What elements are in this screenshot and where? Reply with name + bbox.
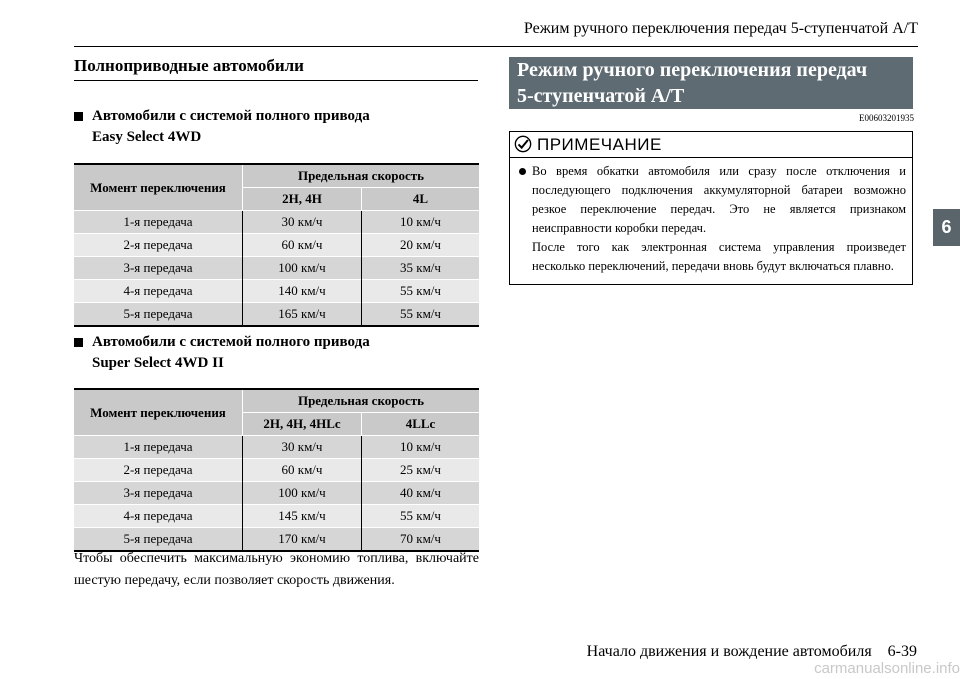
footer-text: Начало движения и вождение автомобиля <box>586 643 872 660</box>
speed-cell: 30 км/ч <box>243 436 362 459</box>
note-text-2: После того как электронная система управления произведет несколько переключений, передачи вновь будут включаться плавно. <box>532 240 906 273</box>
heading-line-1: Автомобили с системой полного привода <box>92 334 370 350</box>
table-row <box>74 234 479 257</box>
manual-mode-title <box>509 57 913 109</box>
gear-cell: 3-я передача <box>74 257 243 280</box>
table-row <box>74 211 479 234</box>
header-divider <box>74 46 918 47</box>
title-line-2: 5-ступенчатой A/T <box>517 85 685 107</box>
watermark: carmanualsonline.info <box>814 660 960 677</box>
speed-cell: 55 км/ч <box>362 505 480 528</box>
fuel-economy-paragraph: Чтобы обеспечить максимальную экономию топлива, включайте шестую передачу, если позволяет скорость движения. <box>74 551 479 588</box>
gear-cell: 2-я передача <box>74 234 243 257</box>
gear-cell: 5-я передача <box>74 528 243 552</box>
speed-table-super-select <box>74 388 479 552</box>
speed-cell: 25 км/ч <box>362 459 480 482</box>
table-row <box>74 482 479 505</box>
col-sub-1: 2H, 4H <box>243 188 362 211</box>
speed-cell: 55 км/ч <box>362 303 480 327</box>
page-footer <box>587 643 917 661</box>
speed-cell: 170 км/ч <box>243 528 362 552</box>
speed-cell: 140 км/ч <box>243 280 362 303</box>
speed-cell: 60 км/ч <box>243 459 362 482</box>
col-speed-limit: Предельная скорость <box>243 389 480 413</box>
col-shift-moment: Момент переключения <box>74 389 243 436</box>
speed-cell: 20 км/ч <box>362 234 480 257</box>
speed-cell: 165 км/ч <box>243 303 362 327</box>
speed-cell: 10 км/ч <box>362 211 480 234</box>
super-select-heading <box>74 332 478 374</box>
gear-cell: 1-я передача <box>74 211 243 234</box>
chapter-tab: 6 <box>933 209 960 246</box>
gear-cell: 3-я передача <box>74 482 243 505</box>
col-sub-2: 4L <box>362 188 480 211</box>
heading-line-2: Easy Select 4WD <box>92 129 202 145</box>
running-header: Режим ручного переключения передач 5-ступенчатой A/T <box>523 20 918 37</box>
gear-cell: 4-я передача <box>74 505 243 528</box>
check-note-icon <box>514 135 532 153</box>
col-sub-2: 4LLc <box>362 413 480 436</box>
speed-cell: 100 км/ч <box>243 482 362 505</box>
bullet-dot-icon <box>519 168 526 175</box>
speed-cell: 60 км/ч <box>243 234 362 257</box>
col-shift-moment: Момент переключения <box>74 164 243 211</box>
speed-cell: 145 км/ч <box>243 505 362 528</box>
square-bullet-icon <box>74 112 83 121</box>
speed-cell: 30 км/ч <box>243 211 362 234</box>
title-line-1: Режим ручного переключения передач <box>517 59 868 81</box>
speed-cell: 40 км/ч <box>362 482 480 505</box>
document-code: E00603201935 <box>859 113 914 123</box>
heading-line-2: Super Select 4WD II <box>92 355 224 371</box>
speed-cell: 55 км/ч <box>362 280 480 303</box>
col-sub-1: 2H, 4H, 4HLc <box>243 413 362 436</box>
table-row <box>74 505 479 528</box>
speed-cell: 100 км/ч <box>243 257 362 280</box>
section-title: Полноприводные автомобили <box>74 56 478 81</box>
note-label: ПРИМЕЧАНИЕ <box>537 135 662 154</box>
speed-table-easy-select <box>74 163 479 327</box>
col-speed-limit: Предельная скорость <box>243 164 480 188</box>
gear-cell: 5-я передача <box>74 303 243 327</box>
table-row <box>74 436 479 459</box>
page-number: 6-39 <box>887 643 917 660</box>
note-header <box>510 132 912 158</box>
table-row <box>74 459 479 482</box>
gear-cell: 2-я передача <box>74 459 243 482</box>
gear-cell: 1-я передача <box>74 436 243 459</box>
heading-line-1: Автомобили с системой полного привода <box>92 108 370 124</box>
square-bullet-icon <box>74 338 83 347</box>
easy-select-heading <box>74 106 478 148</box>
table-row <box>74 280 479 303</box>
note-box <box>509 131 913 285</box>
speed-cell: 70 км/ч <box>362 528 480 552</box>
note-body <box>510 158 912 284</box>
speed-cell: 35 км/ч <box>362 257 480 280</box>
gear-cell: 4-я передача <box>74 280 243 303</box>
note-text-1: Во время обкатки автомобиля или сразу после отключения и последующего подключения аккумуляторной батареи возможно резкое переключение передач. Это не является признаком неисправности коробки передач. <box>532 164 906 235</box>
table-row <box>74 257 479 280</box>
table-row <box>74 303 479 327</box>
speed-cell: 10 км/ч <box>362 436 480 459</box>
